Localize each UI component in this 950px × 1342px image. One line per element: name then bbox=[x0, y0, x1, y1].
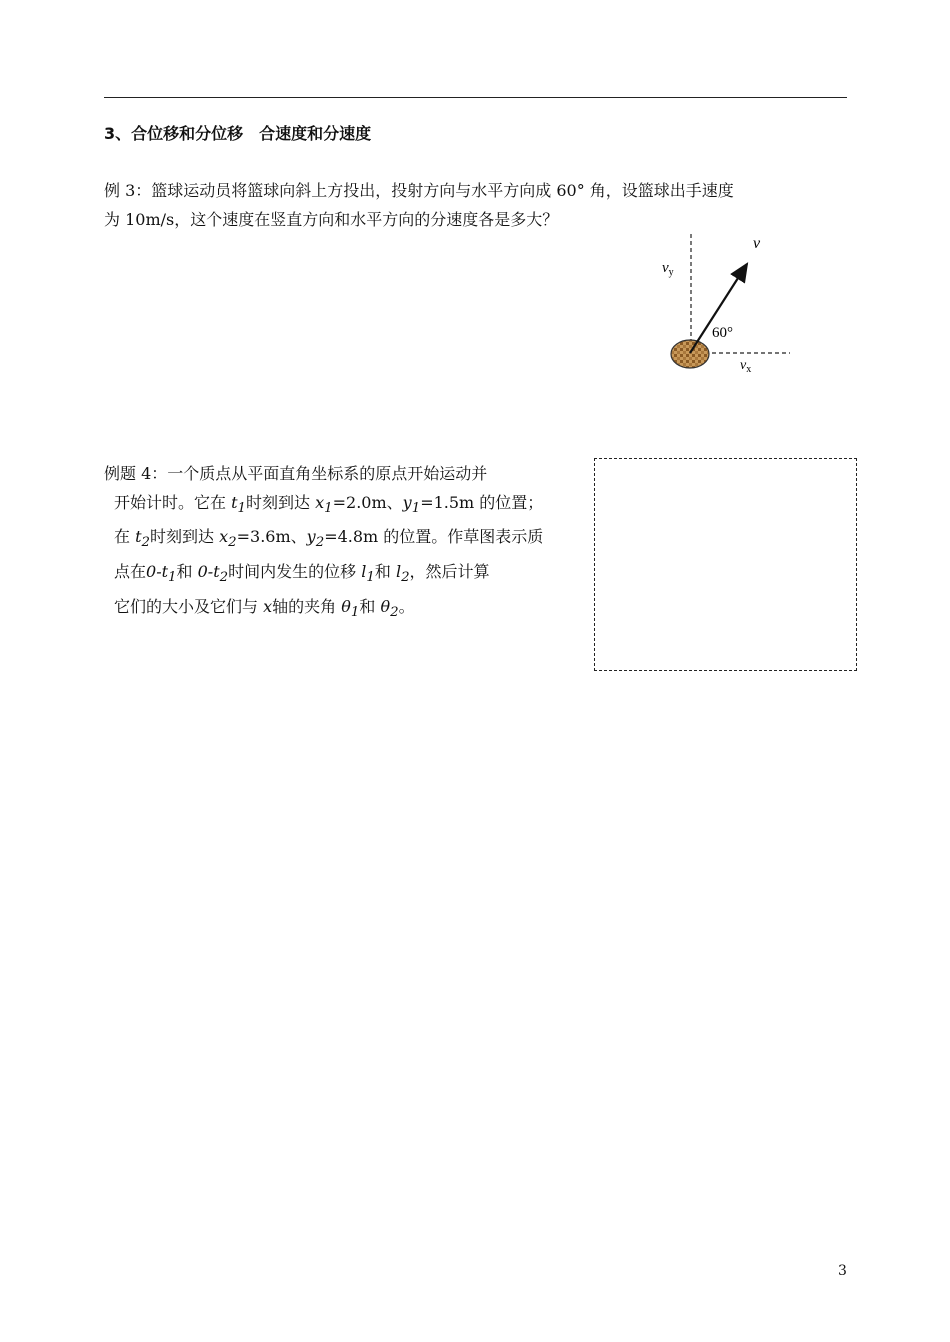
header-rule bbox=[104, 97, 847, 98]
example-3-line-2: 为 10m/s，这个速度在竖直方向和水平方向的分速度各是多大？ bbox=[104, 210, 559, 229]
sketch-answer-box[interactable] bbox=[594, 458, 857, 671]
example-4-line-3: 在 $t_2$时刻到达 $x_2=3.6m$、$y_2=4.8m$ 的位置。作草图表示质 bbox=[114, 527, 544, 551]
example-4-line-1: 例题 4：一个质点从平面直角坐标系的原点开始运动并 bbox=[104, 464, 488, 483]
example-4-line-2: 开始计时。它在 $t_1$时刻到达 $x_1=2.0m$、$y_1=1.5m$ 的位置； bbox=[114, 492, 544, 516]
example-4-line-4: 点在$0-t_1$和 $0-t_2$时间内发生的位移 $l_1$和 $l_2$，然后计算 bbox=[114, 561, 490, 586]
velocity-diagram bbox=[650, 228, 800, 378]
basketball bbox=[671, 340, 709, 368]
velocity-label: v bbox=[753, 235, 761, 252]
example-3-line-1: 例 3：篮球运动员将篮球向斜上方投出，投射方向与水平方向成 60° 角，设篮球出手速度 bbox=[104, 181, 734, 200]
example-3-text bbox=[104, 176, 854, 234]
angle-label: 60° bbox=[712, 325, 733, 341]
section-heading: 3、合位移和分位移 合速度和分速度 bbox=[104, 124, 372, 143]
page-number: 3 bbox=[838, 1263, 847, 1279]
vy-label: $v_y$ bbox=[662, 260, 674, 278]
vx-label: $v_x$ bbox=[740, 358, 752, 375]
example-4-text bbox=[104, 460, 584, 627]
example-4-line-5: 它们的大小及它们与 x轴的夹角 $\theta_1$和 $\theta_2$。 bbox=[114, 596, 415, 620]
